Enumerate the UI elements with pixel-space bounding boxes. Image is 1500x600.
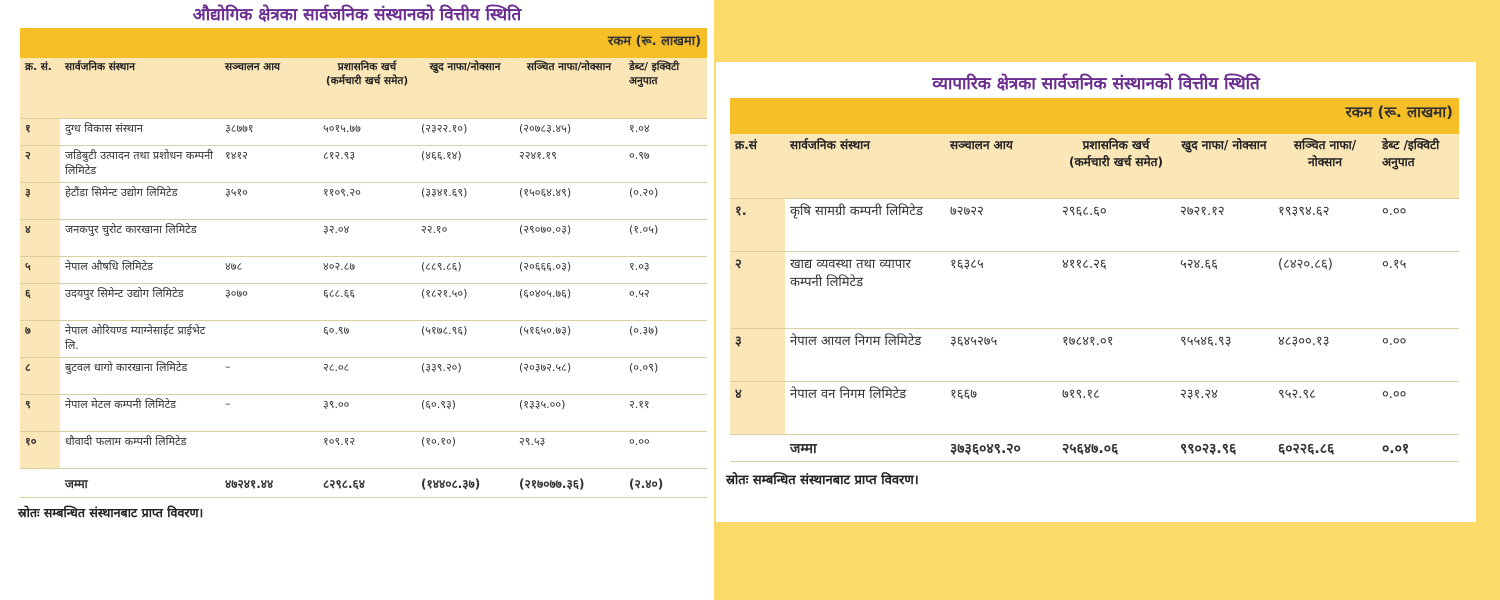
industrial-title: औद्योगिक क्षेत्रका सार्वजनिक संस्थानको वित्तीय स्थिति bbox=[192, 5, 522, 25]
cell-admin: ३२.०४ bbox=[318, 220, 416, 257]
cell-acc: (१५०६४.४९) bbox=[514, 183, 624, 220]
cell-name: जनकपुर चुरोट कारखाना लिमिटेड bbox=[60, 220, 220, 257]
cell-ratio: ०.०० bbox=[1377, 199, 1459, 252]
cell-net: (१०.१०) bbox=[416, 432, 514, 469]
cell-net: (२३२२.१०) bbox=[416, 119, 514, 146]
cell-acc: (१३३५.००) bbox=[514, 395, 624, 432]
col-header-name: सार्वजनिक संस्थान bbox=[785, 134, 945, 199]
commercial-total-row bbox=[730, 435, 1459, 462]
cell-acc: २२४१.१९ bbox=[514, 146, 624, 183]
table-row bbox=[20, 395, 707, 432]
cell-sn: ९ bbox=[20, 395, 60, 432]
cell-income bbox=[220, 220, 318, 257]
col-header-net: खुद नाफा/ नोक्सान bbox=[1175, 134, 1273, 199]
table-row bbox=[20, 432, 707, 469]
cell-ratio: (१.०५) bbox=[624, 220, 707, 257]
cell-name: धौवादी फलाम कम्पनी लिमिटेड bbox=[60, 432, 220, 469]
cell-admin: ४०२.८७ bbox=[318, 257, 416, 284]
cell-income: – bbox=[220, 395, 318, 432]
cell-sn: ७ bbox=[20, 321, 60, 358]
cell-net: (८८९.८६) bbox=[416, 257, 514, 284]
cell-net: (३३९.२०) bbox=[416, 358, 514, 395]
cell-net: २२.१० bbox=[416, 220, 514, 257]
total-admin: २५६४७.०६ bbox=[1057, 435, 1175, 462]
cell-sn: ६ bbox=[20, 284, 60, 321]
cell-admin: ११०९.२० bbox=[318, 183, 416, 220]
cell-net: २३१.२४ bbox=[1175, 382, 1273, 435]
cell-income: ३६४५२७५ bbox=[945, 329, 1057, 382]
commercial-source: स्रोतः सम्बन्धित संस्थानबाट प्राप्त विवरण। bbox=[726, 473, 919, 488]
cell-admin: ५०१५.७७ bbox=[318, 119, 416, 146]
cell-sn: १० bbox=[20, 432, 60, 469]
cell-ratio: (०.०९) bbox=[624, 358, 707, 395]
cell-ratio: ०.०० bbox=[1377, 382, 1459, 435]
cell-ratio: (०.२०) bbox=[624, 183, 707, 220]
industrial-panel bbox=[0, 0, 714, 600]
cell-ratio: ०.५२ bbox=[624, 284, 707, 321]
cell-admin: १०९.१२ bbox=[318, 432, 416, 469]
total-acc: ६०२२६.८६ bbox=[1273, 435, 1377, 462]
table-row bbox=[730, 199, 1459, 252]
table-row bbox=[20, 220, 707, 257]
cell-net: (५१७८.९६) bbox=[416, 321, 514, 358]
col-header-net: खुद नाफा/नोक्सान bbox=[416, 58, 514, 119]
table-row bbox=[20, 321, 707, 358]
cell-acc: २९.५३ bbox=[514, 432, 624, 469]
total-label: जम्मा bbox=[785, 435, 945, 462]
cell-admin: ८१२.९३ bbox=[318, 146, 416, 183]
cell-admin: ४११८.२६ bbox=[1057, 252, 1175, 329]
table-row bbox=[730, 252, 1459, 329]
cell-income: १४१२ bbox=[220, 146, 318, 183]
cell-sn: ८ bbox=[20, 358, 60, 395]
col-header-sn: क्र.सं bbox=[730, 134, 785, 199]
cell-ratio: (०.३७) bbox=[624, 321, 707, 358]
table-row bbox=[20, 183, 707, 220]
cell-income: ३०७० bbox=[220, 284, 318, 321]
cell-sn: ४ bbox=[730, 382, 785, 435]
industrial-source: स्रोतः सम्बन्धित संस्थानबाट प्राप्त विवरण। bbox=[18, 505, 204, 520]
cell-sn: १. bbox=[730, 199, 785, 252]
cell-name: हेटौंडा सिमेन्ट उद्योग लिमिटेड bbox=[60, 183, 220, 220]
cell-acc: (२९०७०.०३) bbox=[514, 220, 624, 257]
cell-name: कृषि सामग्री कम्पनी लिमिटेड bbox=[785, 199, 945, 252]
cell-acc: १९३९४.६२ bbox=[1273, 199, 1377, 252]
industrial-table bbox=[20, 28, 707, 498]
col-header-acc: सञ्चित नाफा/ नोक्सान bbox=[1273, 134, 1377, 199]
cell-ratio: ०.०० bbox=[1377, 329, 1459, 382]
cell-name: नेपाल आयल निगम लिमिटेड bbox=[785, 329, 945, 382]
cell-acc: ९५२.९८ bbox=[1273, 382, 1377, 435]
cell-name: उदयपुर सिमेन्ट उद्योग लिमिटेड bbox=[60, 284, 220, 321]
cell-income: ३८७७१ bbox=[220, 119, 318, 146]
cell-net: (३३४१.६९) bbox=[416, 183, 514, 220]
total-income: ४७२४१.४४ bbox=[220, 469, 318, 498]
cell-admin: २९६८.६० bbox=[1057, 199, 1175, 252]
commercial-header-row bbox=[730, 134, 1459, 199]
industrial-header-row bbox=[20, 58, 707, 119]
cell-income bbox=[220, 321, 318, 358]
total-income: ३७३६०४९.२० bbox=[945, 435, 1057, 462]
cell-sn: ३ bbox=[730, 329, 785, 382]
cell-name: नेपाल ओरियण्ड म्याग्नेसाईट प्राईभेट लि. bbox=[60, 321, 220, 358]
total-net: ९९०२३.९६ bbox=[1175, 435, 1273, 462]
cell-admin: ७१९.१८ bbox=[1057, 382, 1175, 435]
cell-name: जडिबुटी उत्पादन तथा प्रशोधन कम्पनी लिमिटेड bbox=[60, 146, 220, 183]
total-net: (१४४०८.३७) bbox=[416, 469, 514, 498]
commercial-table bbox=[730, 98, 1459, 462]
table-row bbox=[20, 119, 707, 146]
total-ratio: (२.४०) bbox=[624, 469, 707, 498]
table-row bbox=[20, 358, 707, 395]
cell-acc: (२०६६६.०३) bbox=[514, 257, 624, 284]
table-row bbox=[730, 329, 1459, 382]
cell-acc: (६०४०५.७६) bbox=[514, 284, 624, 321]
table-row bbox=[20, 257, 707, 284]
cell-ratio: १.०४ bbox=[624, 119, 707, 146]
cell-net: (६०.९३) bbox=[416, 395, 514, 432]
col-header-acc: सञ्चित नाफा/नोक्सान bbox=[514, 58, 624, 119]
col-header-ratio: डेब्ट/ इक्विटी अनुपात bbox=[624, 58, 707, 119]
cell-name: नेपाल वन निगम लिमिटेड bbox=[785, 382, 945, 435]
cell-net: ५२४.६६ bbox=[1175, 252, 1273, 329]
cell-sn: ३ bbox=[20, 183, 60, 220]
cell-name: बुटवल धागो कारखाना लिमिटेड bbox=[60, 358, 220, 395]
cell-acc: ४८३००.१३ bbox=[1273, 329, 1377, 382]
cell-name: खाद्य व्यवस्था तथा व्यापार कम्पनी लिमिटेड bbox=[785, 252, 945, 329]
industrial-total-row bbox=[20, 469, 707, 498]
cell-net: २७२१.१२ bbox=[1175, 199, 1273, 252]
table-row bbox=[730, 382, 1459, 435]
cell-ratio: ०.०० bbox=[624, 432, 707, 469]
cell-income bbox=[220, 432, 318, 469]
col-header-admin: प्रशासनिक खर्च (कर्मचारी खर्च समेत) bbox=[318, 58, 416, 119]
cell-name: नेपाल औषधि लिमिटेड bbox=[60, 257, 220, 284]
cell-net: (४६६.१४) bbox=[416, 146, 514, 183]
commercial-unit: रकम (रू. लाखमा) bbox=[730, 98, 1459, 134]
cell-admin: ३९.०० bbox=[318, 395, 416, 432]
table-row bbox=[20, 284, 707, 321]
total-admin: ८२९८.६४ bbox=[318, 469, 416, 498]
cell-sn: ५ bbox=[20, 257, 60, 284]
cell-sn: ४ bbox=[20, 220, 60, 257]
cell-admin: १७८४१.०१ bbox=[1057, 329, 1175, 382]
industrial-unit: रकम (रू. लाखमा) bbox=[20, 28, 707, 58]
cell-income: ३५१० bbox=[220, 183, 318, 220]
cell-net: ९५५४६.९३ bbox=[1175, 329, 1273, 382]
cell-income: १६६७ bbox=[945, 382, 1057, 435]
col-header-income: सञ्चालन आय bbox=[220, 58, 318, 119]
cell-ratio: २.११ bbox=[624, 395, 707, 432]
col-header-income: सञ्चालन आय bbox=[945, 134, 1057, 199]
col-header-admin: प्रशासनिक खर्च (कर्मचारी खर्च समेत) bbox=[1057, 134, 1175, 199]
col-header-sn: क्र. सं. bbox=[20, 58, 60, 119]
commercial-panel bbox=[716, 62, 1476, 522]
cell-ratio: ०.९७ bbox=[624, 146, 707, 183]
col-header-ratio: डेब्ट /इक्विटी अनुपात bbox=[1377, 134, 1459, 199]
cell-acc: (८४२०.८६) bbox=[1273, 252, 1377, 329]
cell-income: – bbox=[220, 358, 318, 395]
total-label: जम्मा bbox=[60, 469, 220, 498]
cell-income: १६३८५ bbox=[945, 252, 1057, 329]
table-row bbox=[20, 146, 707, 183]
col-header-name: सार्वजनिक संस्थान bbox=[60, 58, 220, 119]
total-acc: (२१७०७७.३६) bbox=[514, 469, 624, 498]
cell-sn: २ bbox=[20, 146, 60, 183]
cell-name: नेपाल मेटल कम्पनी लिमिटेड bbox=[60, 395, 220, 432]
cell-income: ७२७२२ bbox=[945, 199, 1057, 252]
cell-sn: १ bbox=[20, 119, 60, 146]
cell-admin: ६०.९७ bbox=[318, 321, 416, 358]
total-ratio: ०.०१ bbox=[1377, 435, 1459, 462]
cell-ratio: १.०३ bbox=[624, 257, 707, 284]
cell-name: दुग्ध विकास संस्थान bbox=[60, 119, 220, 146]
cell-income: ४७८ bbox=[220, 257, 318, 284]
cell-acc: (५१६५०.७३) bbox=[514, 321, 624, 358]
cell-admin: २८.०८ bbox=[318, 358, 416, 395]
cell-admin: ६८८.६६ bbox=[318, 284, 416, 321]
cell-acc: (२०३७२.५८) bbox=[514, 358, 624, 395]
commercial-title: व्यापारिक क्षेत्रका सार्वजनिक संस्थानको वित्तीय स्थिति bbox=[932, 74, 1260, 94]
cell-acc: (२०७८३.४५) bbox=[514, 119, 624, 146]
cell-ratio: ०.१५ bbox=[1377, 252, 1459, 329]
cell-sn: २ bbox=[730, 252, 785, 329]
cell-net: (१८२१.५०) bbox=[416, 284, 514, 321]
